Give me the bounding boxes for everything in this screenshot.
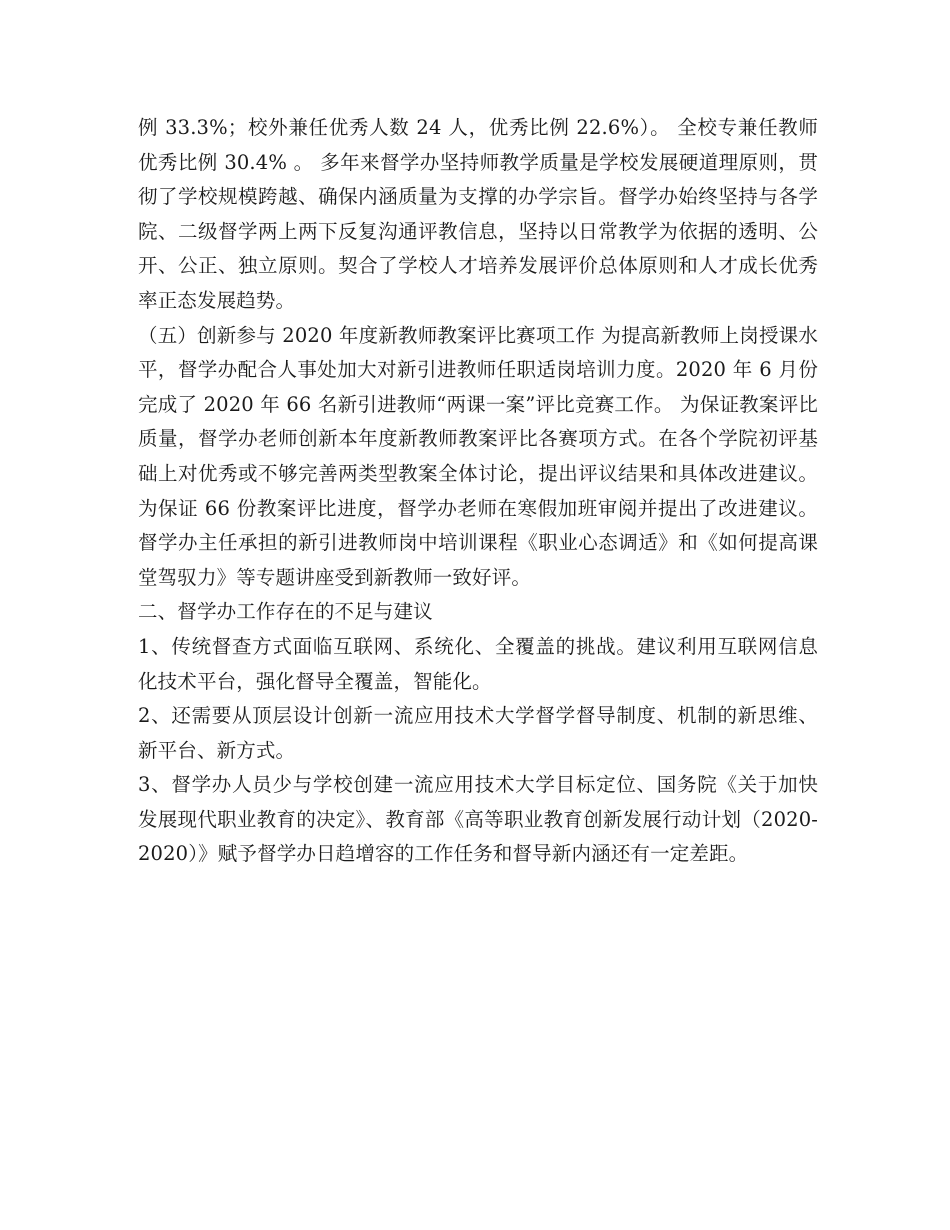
list-item-suggestion-1: 1、传统督查方式面临互联网、系统化、全覆盖的挑战。建议利用互联网信息化技术平台，强化督导全覆盖，智能化。 — [138, 634, 818, 693]
paragraph-new-teacher-lesson-plan-contest: （五）创新参与 2020 年度新教师教案评比赛项工作 为提高新教师上岗授课水平，督学办配合人事处加大对新引进教师任职适岗培训力度。2020 年 6 月份完成了 2020 年 66 名新引进教师“两课一案”评比竞赛工作。 为保证教案评比质量，督学办老师创新本年度新教师教案评比各赛项方式。在各个学院初评基础上对优秀或不够完善两类型教案全体讨论，提出评议结果和具体改进建议。为保证 66 份教案评比进度，督学办老师在寒假加班审阅并提出了改进建议。 督学办主任承担的新引进教师岗中培训课程《职业心态调适》和《如何提高课堂驾驭力》等专题讲座受到新教师一致好评。 — [138, 323, 818, 589]
section-heading-shortcomings: 二、督学办工作存在的不足与建议 — [138, 600, 433, 624]
paragraph-evaluation-results: 例 33.3%；校外兼任优秀人数 24 人，优秀比例 22.6%）。 全校专兼任教师优秀比例 30.4% 。 多年来督学办坚持师教学质量是学校发展硬道理原则，贯彻了学校规模跨越、确保内涵质量为支撑的办学宗旨。督学办始终坚持与各学院、二级督学两上两下反复沟通评教信息，坚持以日常教学为依据的透明、公开、公正、独立原则。契合了学校人才培养发展评价总体原则和人才成长优秀率正态发展趋势。 — [138, 116, 818, 312]
list-item-suggestion-2: 2、还需要从顶层设计创新一流应用技术大学督学督导制度、机制的新思维、新平台、新方式。 — [138, 704, 818, 762]
list-item-suggestion-3: 3、督学办人员少与学校创建一流应用技术大学目标定位、国务院《关于加快发展现代职业教育的决定》、教育部《高等职业教育创新发展行动计划（2020-2020）》赋予督学办日趋增容的工作任务和督导新内涵还有一定差距。 — [138, 773, 818, 866]
document-body — [138, 111, 818, 872]
